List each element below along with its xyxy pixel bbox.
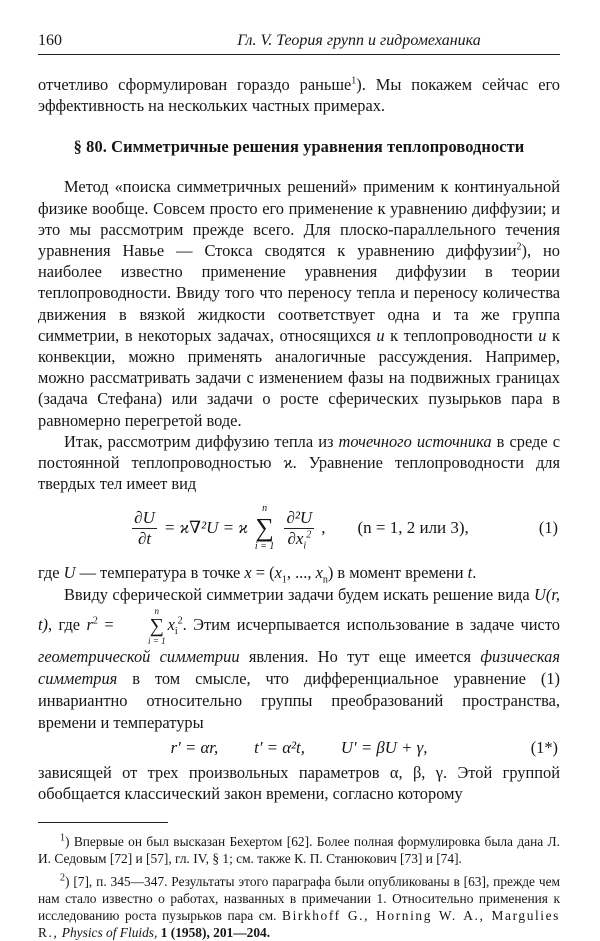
- frac-dU-dt: $\frac{\partial U}{\partial t}$: [134, 507, 155, 548]
- page-number: 160: [38, 32, 62, 49]
- equation-number-1-star: (1*): [530, 737, 558, 757]
- header-rule: [38, 54, 560, 55]
- footnote-rule: [38, 822, 168, 823]
- eq1-condition: (n = 1, 2 или 3),: [357, 518, 469, 538]
- footnote-2: $^2$) [7], п. 345—347. Результаты этого параграфа были опубликованы в [63], прежде чем нам стало известно о работах, названных в примечании 1. Относительно применения к исследованию роста пузырьков пара см. Birkhoff G., Horning W. A., Margulies R., Physics of Fluids, 1 (1958), 201—204.: [38, 872, 560, 941]
- footnote-marker-2: 2: [516, 241, 522, 253]
- paragraph-point-source: Итак, рассмотрим диффузию тепла из точечного источника в среде с постоянной теплопроводностью ϰ. Уравнение теплопроводности для твердых тел имеет вид: [38, 431, 560, 494]
- paragraph-method: Метод «поиска симметричных решений» применим к континуальной физике вообще. Совсем просто его применение к уравнению диффузии; и это мы рассмотрим прежде всего. Для плоско-параллельного течения уравнения Навье — Стокса сводятся к уравнению диффузии$^2$), но наиболее известно применение уравнения диффузии в теории теплопроводности. Ввиду того что переносу тепла и переносу количества движения в вязкой жидкости соответствует одна и та же группа симметрии, в некоторых задачах, относящихся и к теплопроводности и к конвекции, можно применять аналогичные рассуждения. Например, можно рассматривать задачи с изменением фазы на подвижных границах (задача Стефана) или задачи о росте сферических пузырьков пара в равномерно перегретой воде.: [38, 177, 560, 430]
- equation-1: $\frac{\partial U}{\partial t}$ = ϰ∇²U = ϰ n ∑ i = 1 $\frac{\text{∂²U}}{\partial x_i^2}$ , (n = 1, 2 или 3), (1): [134, 503, 558, 553]
- section-title: § 80. Симметричные решения уравнения теплопроводности: [73, 137, 525, 157]
- eq1-middle: = ϰ∇²U = ϰ: [163, 518, 248, 538]
- intro-paragraph: отчетливо сформулирован гораздо раньше$^1$). Мы покажем сейчас его эффективность на нескольких частных примерах.: [38, 75, 560, 116]
- frac-d2U-dx2: $\frac{\text{∂²U}}{\partial x_i^2}$: [286, 507, 313, 552]
- book-page: [38, 28, 560, 941]
- paragraph-group: зависящей от трех произвольных параметров α, β, γ. Этой группой обобщается классический закон времени, согласно которому: [38, 762, 560, 803]
- running-title: Гл. V. Теория групп и гидромеханика: [237, 32, 481, 49]
- footnote-1: $^1$) Впервые он был высказан Бехертом [62]. Более полная формулировка была дана Л. И. Седовым [72] и [57], гл. IV, § 1; см. также К. П. Станюкович [73] и [74].: [38, 832, 560, 867]
- page-header: [38, 28, 560, 52]
- paragraph-spherical: Ввиду сферической симметрии задачи будем искать решение вида U(r, t), где $r^2$ = n ∑ i = 1 $x_i^2$. Этим исчерпывается использование в задаче чисто геометрической симметрии явления. Но тут еще имеется физическая симметрия в том смысле, что дифференциальное уравнение (1) инвариантно относительно группы преобразований пространства, времени и температуры: [38, 584, 560, 732]
- paragraph-where: где U — температура в точке $x = (x_1$, ..., $x_n$) в момент времени t.: [38, 563, 477, 586]
- footnote-marker-1: 1: [351, 75, 357, 87]
- equation-number-1: (1): [538, 518, 558, 538]
- sum-symbol: n ∑ i = 1: [254, 503, 275, 553]
- equation-1-star: r′ = αr, t′ = α²t, U′ = βU + γ, (1*): [170, 737, 558, 757]
- inline-sum-symbol: n ∑ i = 1: [148, 605, 166, 646]
